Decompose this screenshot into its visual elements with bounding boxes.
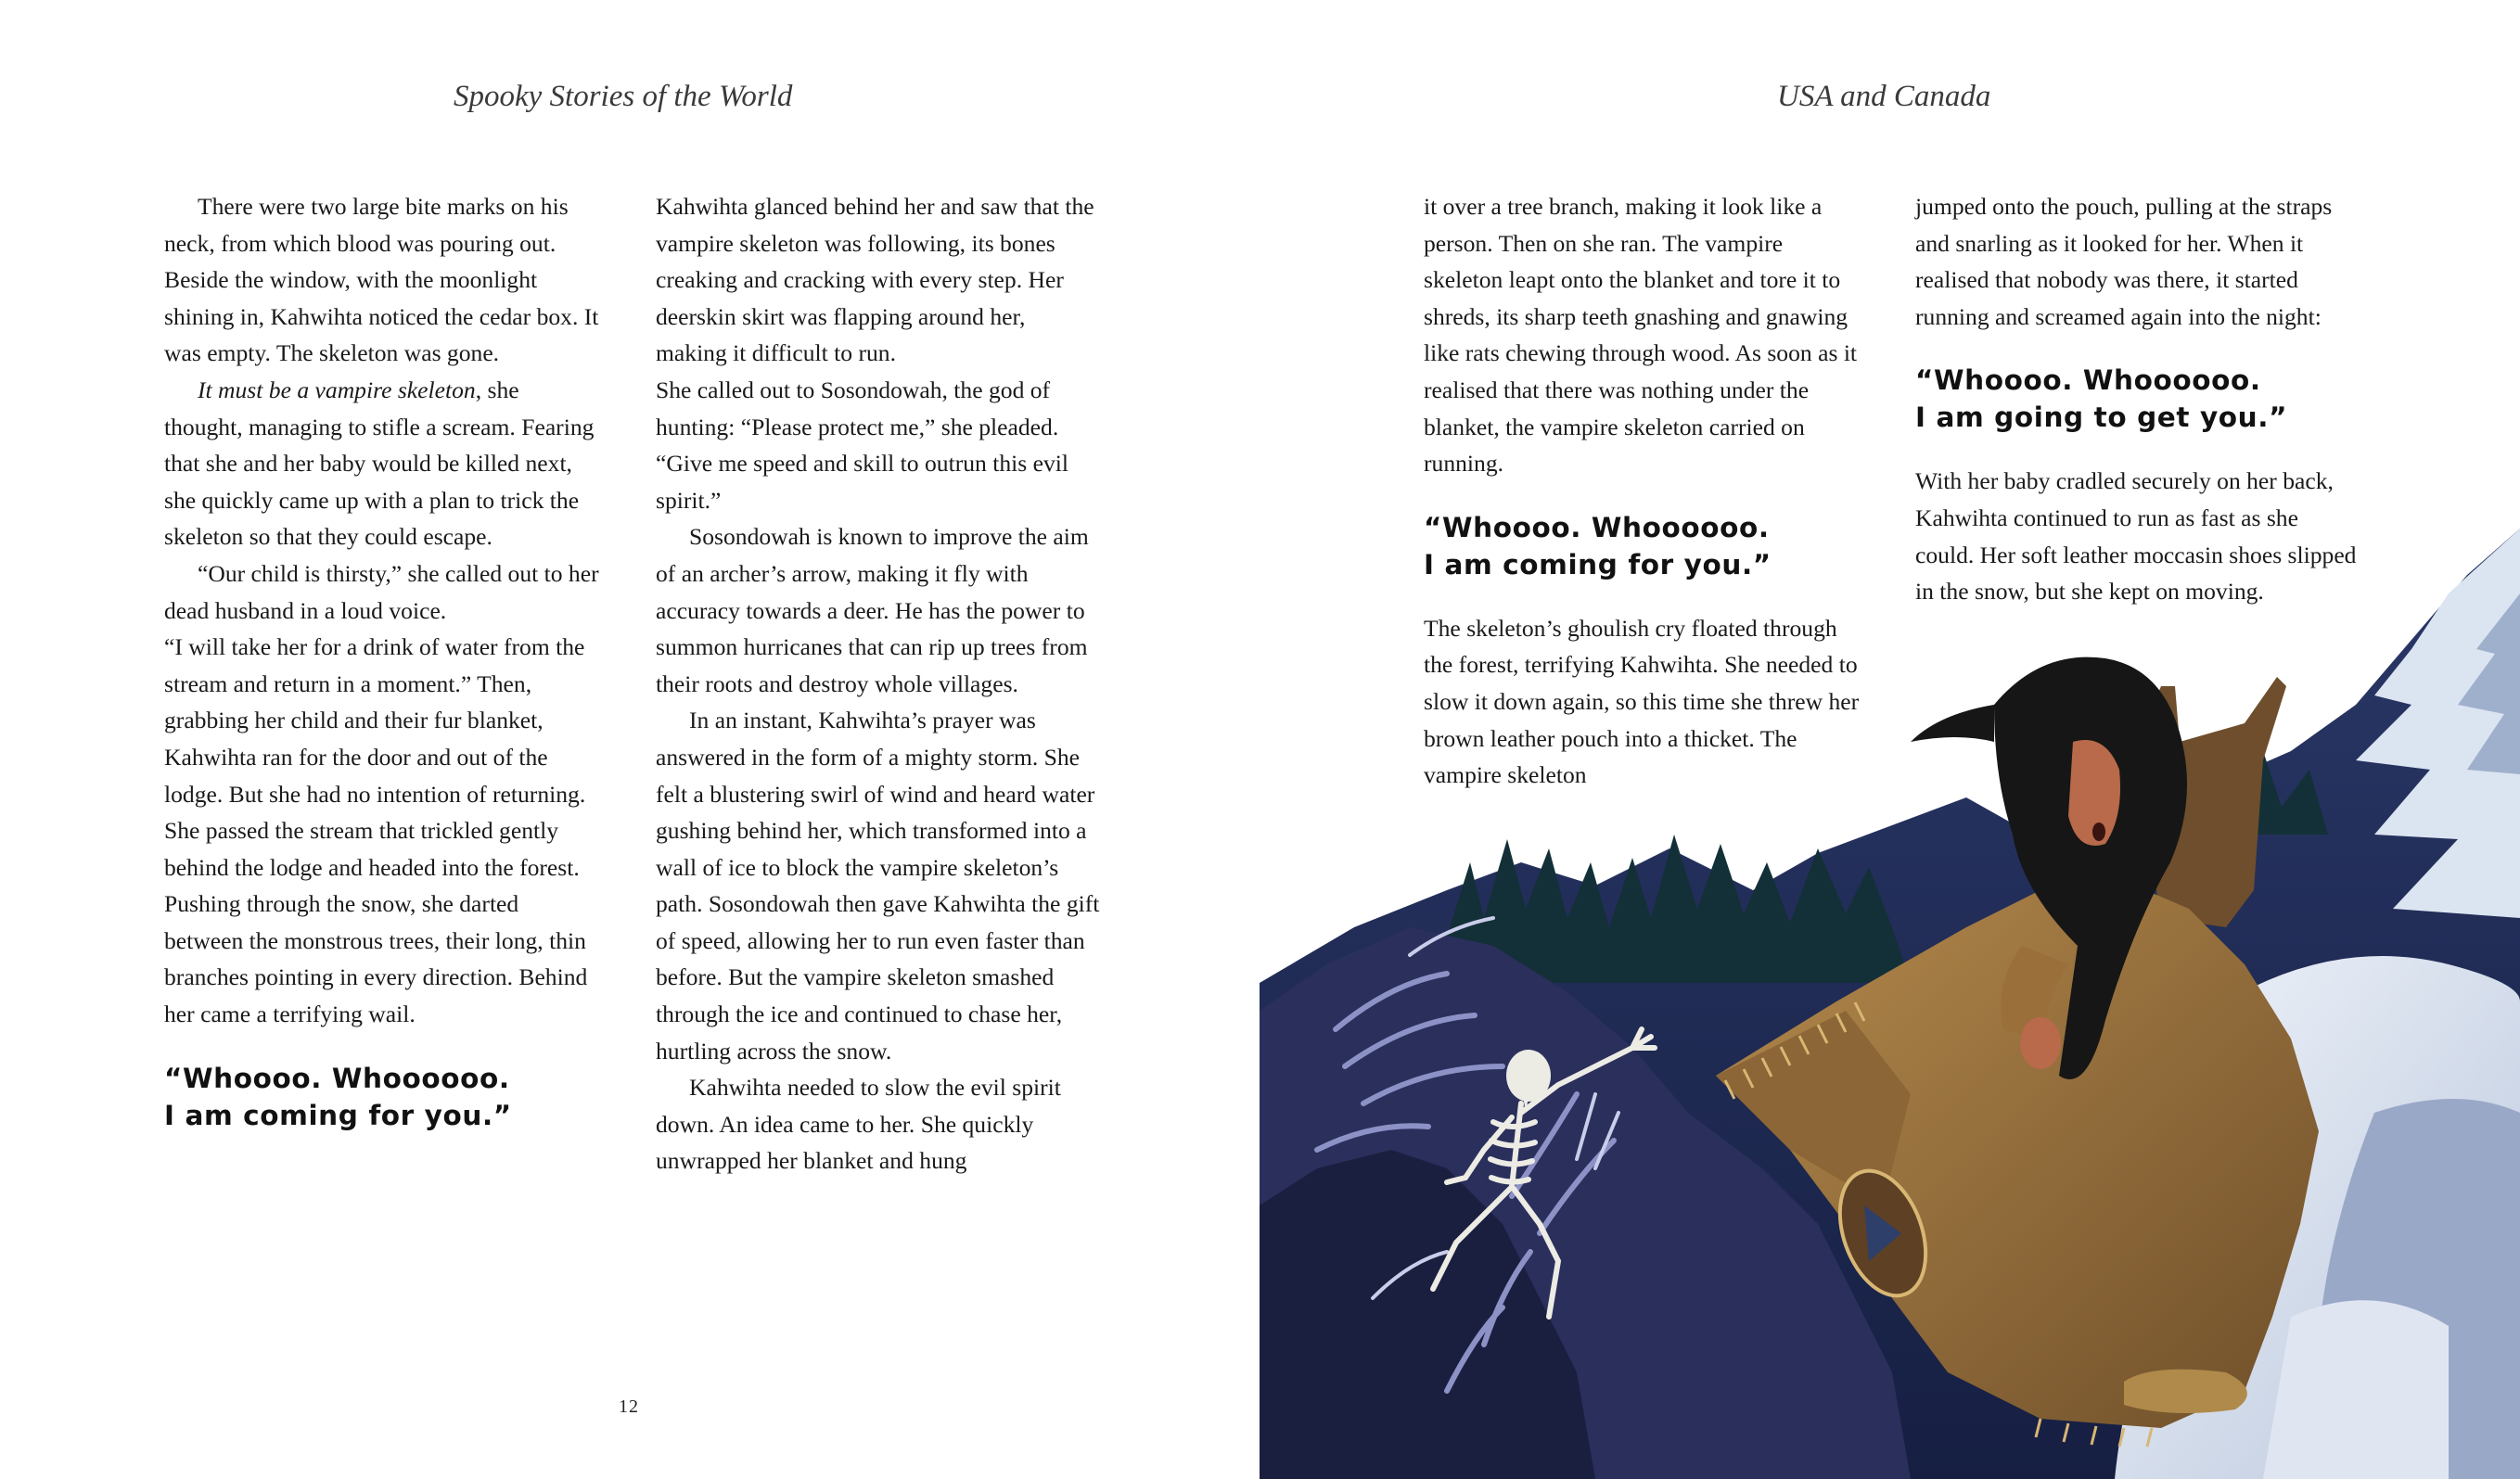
text-column-4 xyxy=(1915,188,2359,610)
paragraph: In an instant, Kahwihta’s prayer was answered in the form of a mighty storm. She felt a blustering swirl of wind and heard water gushing behind her, which transformed into a wall of ice to block the vampire skeleton’s path. Sosondowah then gave Kahwihta the gift of speed, allowing her to run even faster than before. But the vampire skeleton smashed through the ice and continued to chase her, hurtling across the snow. xyxy=(656,707,1100,1065)
page-number: 12 xyxy=(619,1396,639,1417)
skeleton-cry xyxy=(1424,509,1867,583)
text-column-3 xyxy=(1424,188,1867,794)
cry-line: “Whoooo. Whoooooo. xyxy=(164,1062,510,1094)
text-column-1 xyxy=(164,188,600,1161)
moccasin xyxy=(2124,1370,2247,1413)
skeleton-cry xyxy=(1915,362,2359,436)
paragraph: There were two large bite marks on his neck, from which blood was pouring out. Beside the window, with the moonlight shining in, Kahwihta noticed the cedar box. It was empty. The skeleton was gone. xyxy=(164,193,599,367)
text-column-2 xyxy=(656,188,1101,1179)
paragraph: Kahwihta needed to slow the evil spirit down. An idea came to her. She quickly unwrapped her blanket and hung xyxy=(656,1074,1061,1175)
skeleton-cry xyxy=(164,1060,600,1134)
cry-line: I am coming for you.” xyxy=(164,1099,512,1131)
paragraph-text: , she thought, managing to stifle a scream. Fearing that she and her baby would be killed next, she quickly came up with a plan to trick the skeleton so that they could escape. xyxy=(164,376,595,551)
cry-line: I am going to get you.” xyxy=(1915,402,2288,434)
paragraph: With her baby cradled securely on her back, Kahwihta continued to run as fast as she could. Her soft leather moccasin shoes slipped in the snow, but she kept on moving. xyxy=(1915,467,2357,606)
paragraph xyxy=(164,372,600,555)
paragraph: it over a tree branch, making it look like a person. Then on she ran. The vampire skeleton leapt onto the blanket and tore it to shreds, its sharp teeth gnashing and gnawing like rats chewing through wood. As soon as it realised that there was nothing under the blanket, the vampire skeleton carried on running. xyxy=(1424,193,1858,478)
running-header-right: USA and Canada xyxy=(1777,80,1991,113)
running-header-left: Spooky Stories of the World xyxy=(454,80,793,113)
paragraph: She called out to Sosondowah, the god of hunting: “Please protect me,” she pleaded. “Give me speed and skill to outrun this evil spirit.” xyxy=(656,376,1068,514)
paragraph: Sosondowah is known to improve the aim of an archer’s arrow, making it fly with accuracy towards a deer. He has the power to summon hurricanes that can rip up trees from their roots and destroy whole villages. xyxy=(656,523,1089,697)
paragraph: “Our child is thirsty,” she called out to her dead husband in a loud voice. xyxy=(164,559,599,624)
paragraph: Kahwihta glanced behind her and saw that the vampire skeleton was following, its bones creaking and cracking with every step. Her deerskin skirt was flapping around her, making it difficult to run. xyxy=(656,193,1094,367)
cry-line: “Whoooo. Whoooooo. xyxy=(1424,511,1770,543)
paragraph: jumped onto the pouch, pulling at the straps and snarling as it looked for her. When it realised that nobody was there, it started running and screamed again into the night: xyxy=(1915,193,2333,330)
italic-thought: It must be a vampire skeleton xyxy=(198,376,476,403)
cry-line: I am coming for you.” xyxy=(1424,548,1772,580)
cry-line: “Whoooo. Whoooooo. xyxy=(1915,364,2261,397)
paragraph: The skeleton’s ghoulish cry floated through the forest, terrifying Kahwihta. She needed to slow it down again, so this time she threw her brown leather pouch into a thicket. The vampire skeleton xyxy=(1424,614,1860,789)
paragraph: “I will take her for a drink of water from the stream and return in a moment.” Then, grabbing her child and their fur blanket, Kahwihta ran for the door and out of the lodge. But she had no intention of returning. She passed the stream that trickled gently behind the lodge and headed into the forest. Pushing through the snow, she darted between the monstrous trees, their long, thin branches pointing in every direction. Behind her came a terrifying wail. xyxy=(164,633,588,1028)
hand xyxy=(2020,1017,2061,1069)
